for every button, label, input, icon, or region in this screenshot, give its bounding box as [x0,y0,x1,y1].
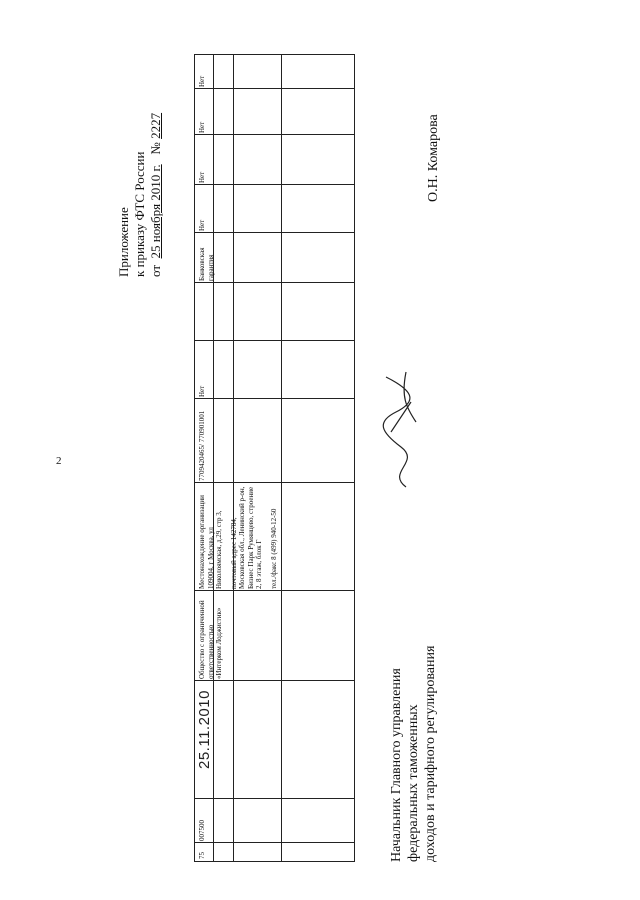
signatory-title-line-1: Начальник Главного управления [389,668,404,862]
header-number-label: № [148,142,163,155]
row-divider [233,55,234,861]
signatory-title [388,646,439,862]
cell-net-1: Нет [198,385,206,397]
registry-table [194,54,355,862]
col-divider [195,398,354,399]
signature [366,362,426,492]
cell-net-5: Нет [198,75,206,87]
header-number: 2227 [148,112,163,139]
cell-net-3: Нет [198,171,206,183]
header-line-2: к приказу ФТС России [132,151,147,277]
cell-net-2: Нет [198,219,206,231]
col-divider [195,88,354,89]
address-title: Местонахождение организации [198,495,206,589]
col-divider [195,232,354,233]
cell-inn: 7709420465/ 770901001 [198,410,206,481]
col-divider [195,134,354,135]
col-divider [195,798,354,799]
header-line-3 [148,113,164,277]
address-phone: тел./факс 8 (499) 940-12-50 [269,508,278,589]
row-divider [281,55,282,861]
signatory-title-line-2: федеральных таможенных [406,704,421,862]
cell-num: 75 [198,852,206,859]
cell-org: Общество с ограниченной ответственностью «Интерком Лоджистик» [198,600,223,679]
col-divider [195,842,354,843]
address-main: 109004, г Москва, ул Николоямская, д.29, стр 3, [206,510,223,589]
col-divider [195,282,354,283]
page-number: 2 [56,455,62,467]
order-header [116,113,164,277]
cell-guarantee: Банковская гарантия [198,247,215,281]
header-from-label: от [148,264,163,277]
header-date: 25 ноября 2010 г. [148,164,163,259]
cell-address [196,483,354,591]
rotated-sheet [26,54,602,862]
cell-net-4: Нет [198,121,206,133]
header-line-1: Приложение [116,207,131,277]
cell-code: 007500 [198,820,206,841]
signatory-title-line-3: доходов и тарифного регулирования [423,645,438,862]
col-divider [195,184,354,185]
col-divider [195,340,354,341]
address-post: почтовый адрес 142784, Московская обл., Ленинский р-он, Бизнес Парк Румянцево, строение 2, 8 этаж, блок Г [229,486,263,589]
cell-date: 25.11.2010 [196,690,213,769]
signatory-name: О.Н. Комарова [426,114,441,202]
